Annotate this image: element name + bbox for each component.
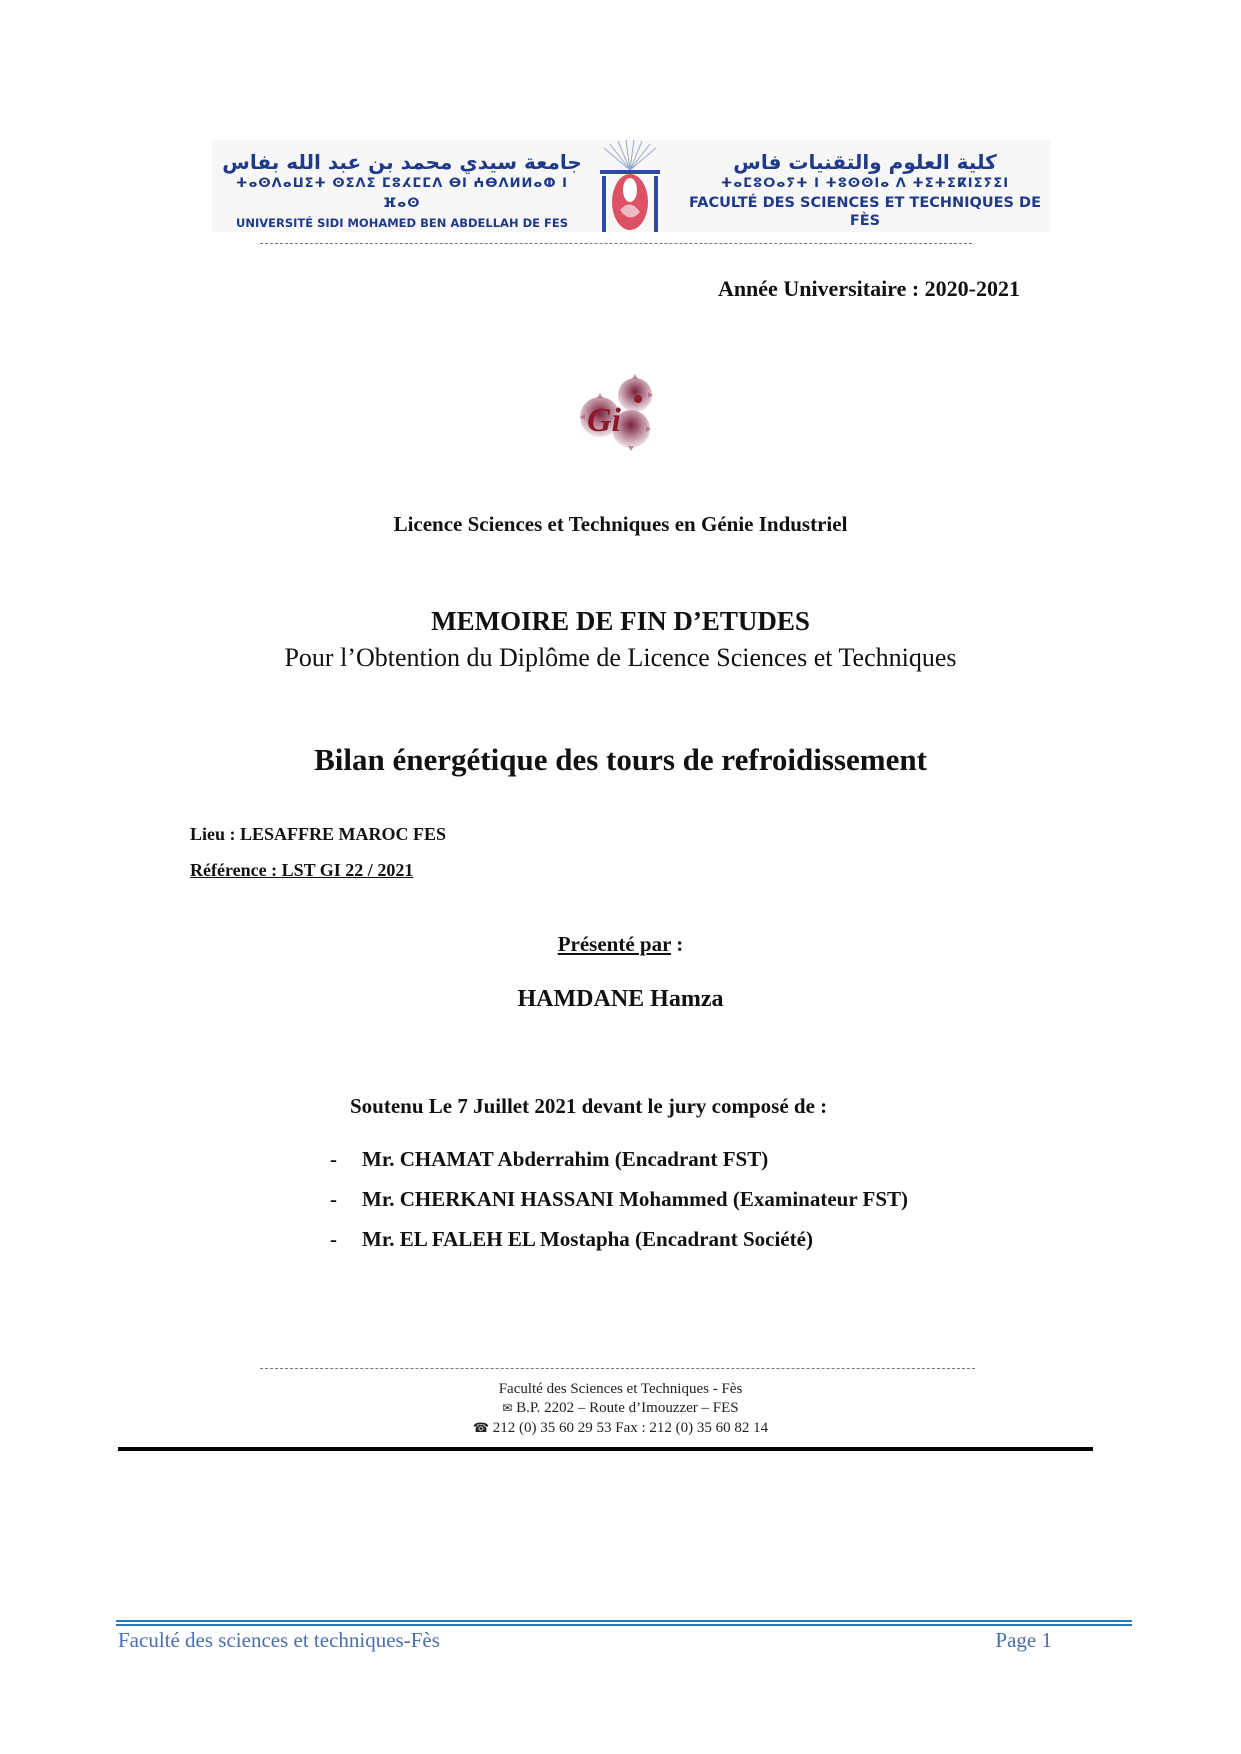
header-divider [260,243,972,244]
mail-icon: ✉ [502,1401,513,1415]
document-purpose: Pour l’Obtention du Diplôme de Licence Sciences et Techniques [284,643,957,672]
address-line-phone: ☎ 212 (0) 35 60 29 53 Fax : 212 (0) 35 60 82 14 [472,1420,769,1436]
footer-rule-top [116,1620,1132,1622]
presented-by-colon: : [671,932,684,956]
jury-member-text: Mr. EL FALEH EL Mostapha (Encadrant Société) [362,1227,813,1251]
university-name-arabic: جامعة سيدي محمد بن عبد الله بفاس [222,150,582,174]
faculty-name-arabic: كلية العلوم والتقنيات فاس [733,150,997,174]
phone-icon: ☎ [472,1420,490,1435]
jury-member-text: Mr. CHAMAT Abderrahim (Encadrant FST) [362,1147,769,1171]
reference-number: Référence : LST GI 22 / 2021 [190,860,414,880]
list-bullet: - [330,1187,337,1211]
jury-member [330,1187,908,1212]
gi-gear-logo-icon [565,365,665,460]
university-logo-text [222,150,582,232]
thesis-title: Bilan énergétique des tours de refroidissement [314,742,927,777]
jury-member [330,1227,813,1252]
university-emblem-icon [594,140,666,236]
academic-year: Année Universitaire : 2020-2021 [717,276,1020,301]
footer-institution: Faculté des sciences et techniques-Fès [118,1628,440,1652]
presented-by-heading [0,932,1241,957]
program-name: Licence Sciences et Techniques en Génie Industriel [393,512,848,536]
address-line-faculty: Faculté des Sciences et Techniques - Fès [498,1381,743,1397]
internship-place: Lieu : LESAFFRE MAROC FES [190,824,447,844]
footer-rule-bottom [116,1624,1132,1626]
jury-member [330,1147,768,1172]
faculty-logo-text [680,150,1050,230]
svg-text:Gi: Gi [587,402,621,439]
document-type: MEMOIRE DE FIN D’ETUDES [431,606,810,636]
address-divider [260,1368,975,1369]
address-line-postal: ✉ B.P. 2202 – Route d’Imouzzer – FES [502,1400,739,1416]
address-bottom-rule [118,1447,1093,1451]
jury-member-text: Mr. CHERKANI HASSANI Mohammed (Examinateur FST) [362,1187,909,1211]
university-name-tifinagh: ⵜⴰⵙⴷⴰⵡⵉⵜ ⵙⵉⴷⵉ ⵎⵓⵃⵎⵎⴷ ⴱⵏ ⵄⴱⴷⵍⵍⴰⵀ ⵏ ⴼⴰⵙ [236,176,568,211]
presented-by-label: Présenté par [557,932,672,956]
list-bullet: - [330,1227,337,1251]
page-number: Page 1 [995,1628,1052,1652]
faculty-name-french: FACULTÉ DES SCIENCES ET TECHNIQUES DE FÈS [689,195,1041,229]
university-name-french: UNIVERSITÉ SIDI MOHAMED BEN ABDELLAH DE FES [235,216,568,230]
faculty-name-tifinagh: ⵜⴰⵎⵓⵔⴰⵢⵜ ⵏ ⵜⵓⵙⵙⵏⴰ ⴷ ⵜⵉⵜⵉⴽⵏⵉⵢⵉⵏ [720,176,1010,191]
author-name: HAMDANE Hamza [517,986,724,1012]
list-bullet: - [330,1147,337,1171]
defense-statement: Soutenu Le 7 Juillet 2021 devant le jury composé de : [350,1094,828,1118]
